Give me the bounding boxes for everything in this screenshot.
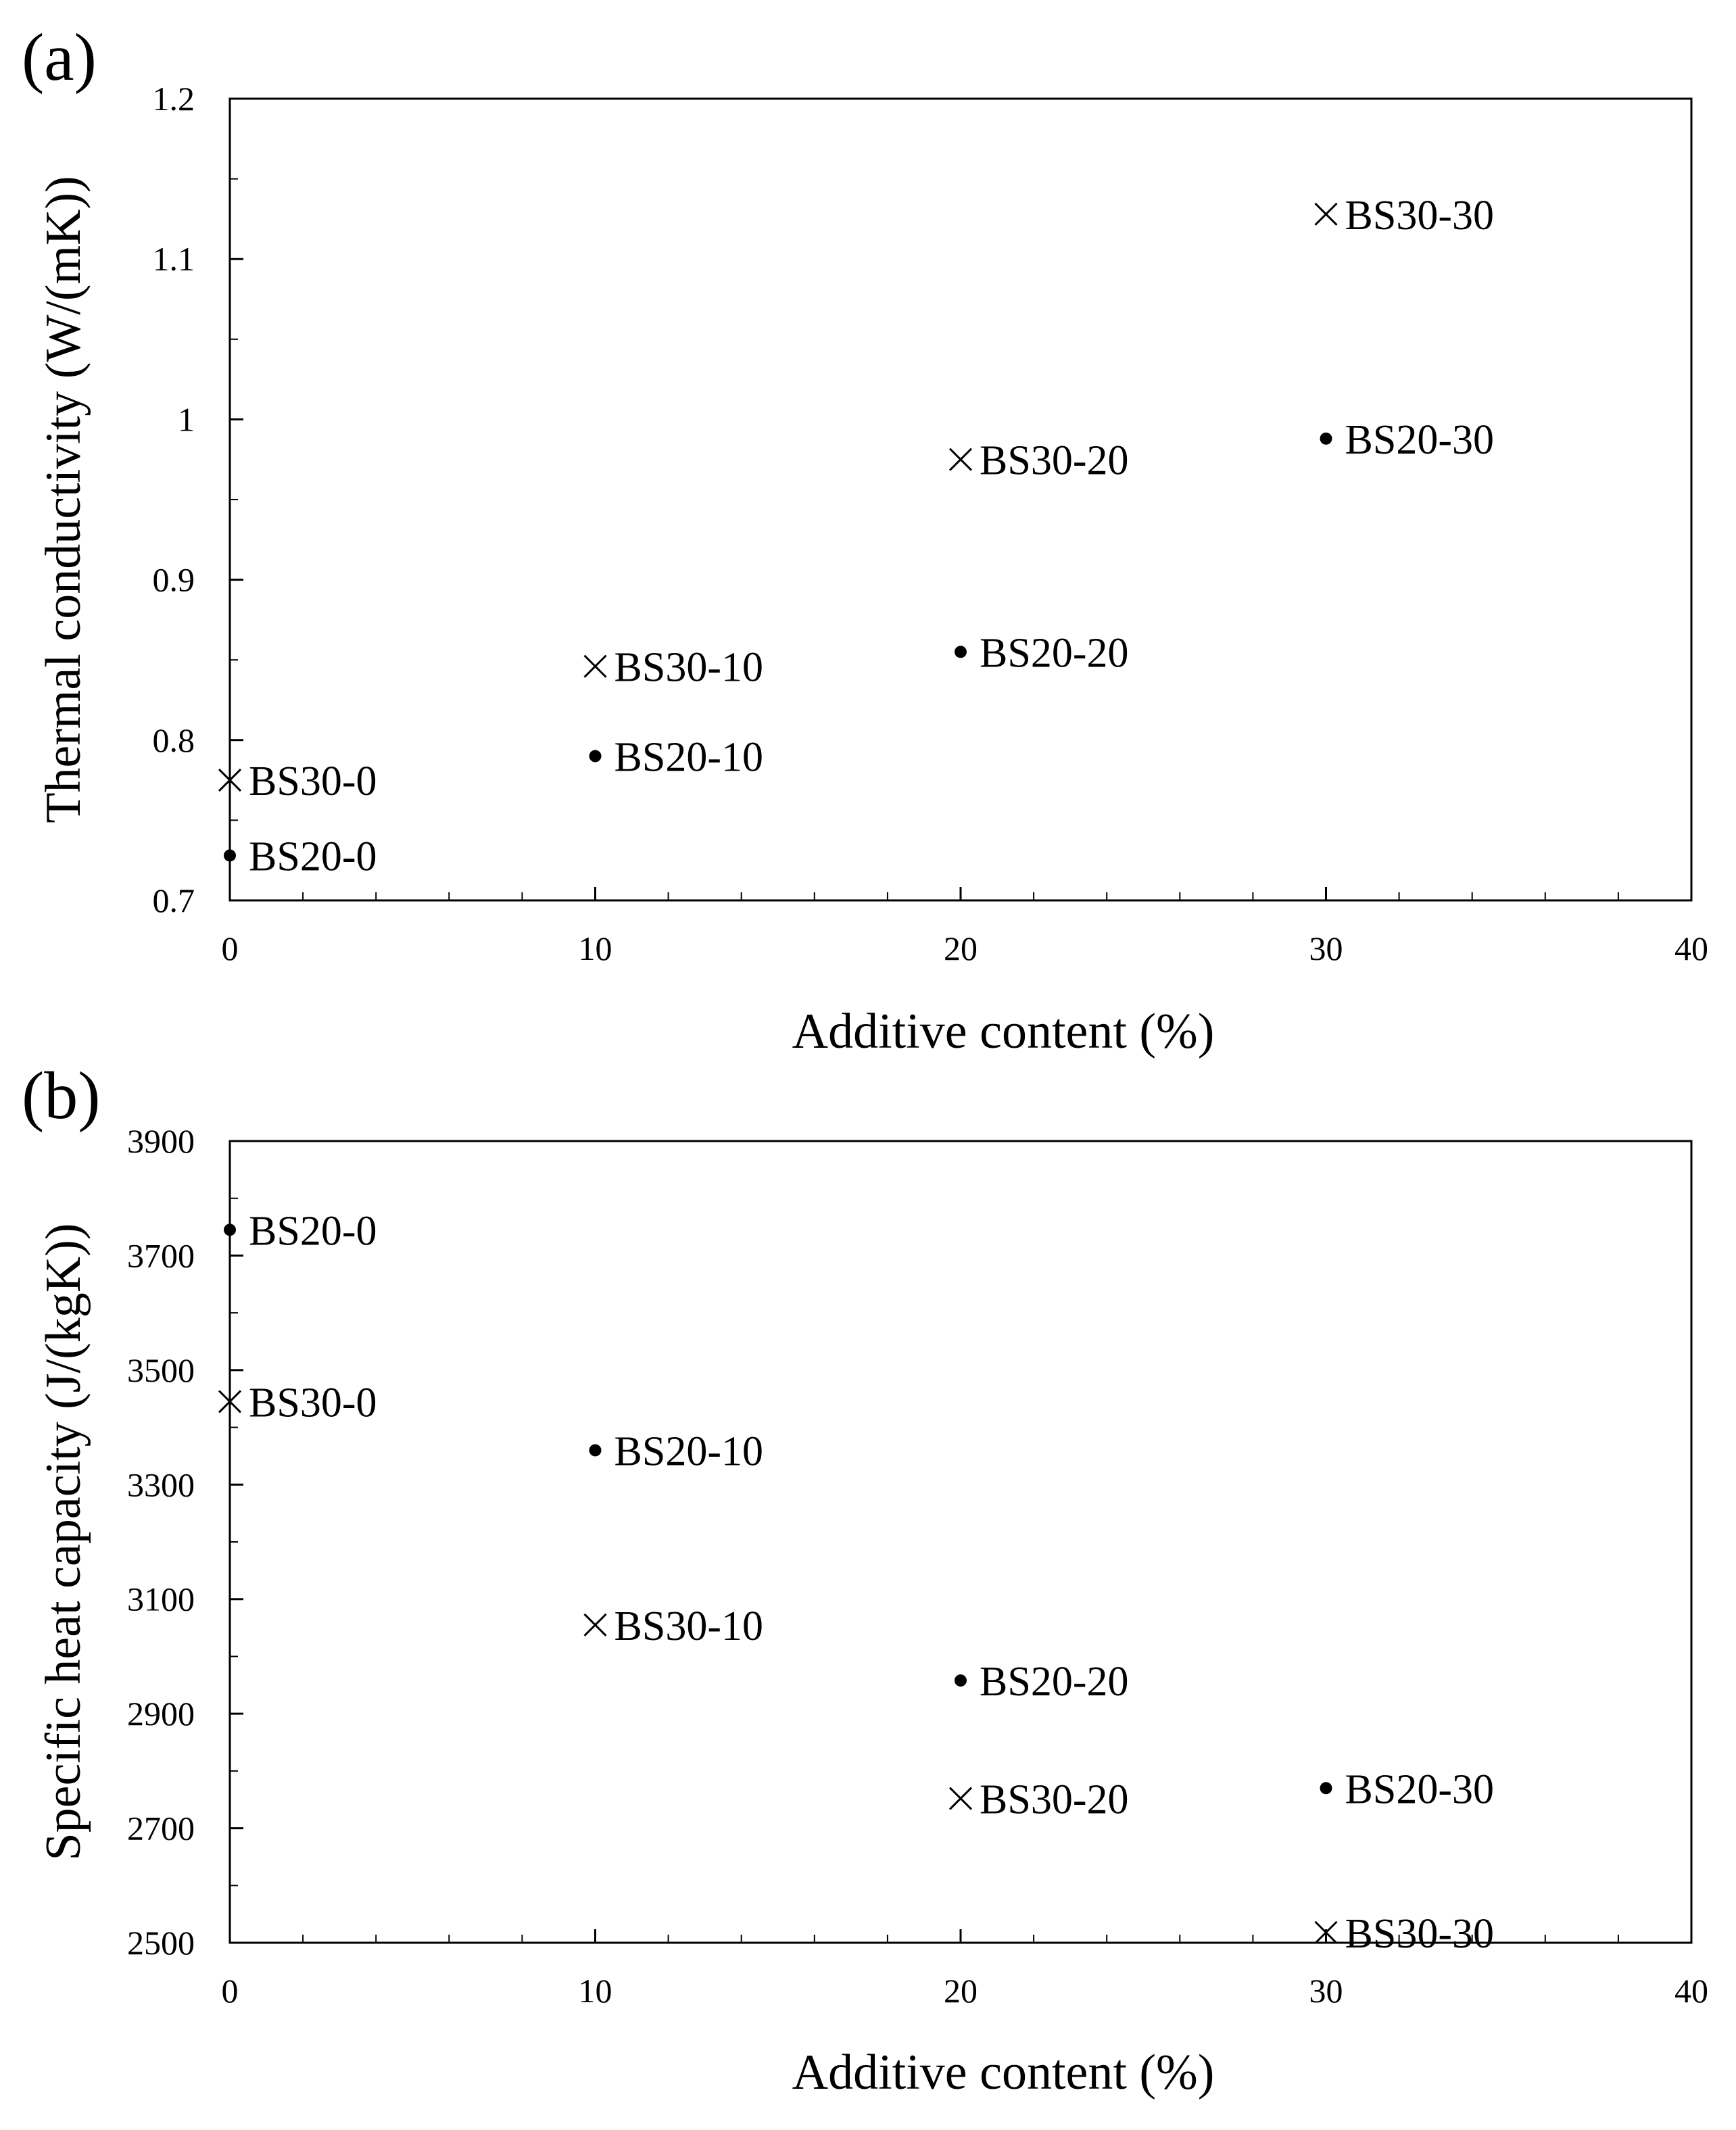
x-tick-label: 20	[944, 929, 978, 967]
point-label: BS20-0	[249, 833, 377, 880]
dot-marker	[955, 1674, 967, 1687]
point-label: BS30-20	[980, 1776, 1129, 1823]
y-ticks-b	[127, 1122, 243, 1962]
dot-marker	[1320, 433, 1332, 445]
data-points-b	[219, 1208, 1494, 1956]
point-label: BS20-30	[1345, 1766, 1494, 1813]
point-label: BS30-30	[1345, 1910, 1494, 1957]
point-label: BS20-10	[614, 1428, 763, 1475]
y-tick-label: 2700	[127, 1809, 195, 1847]
dot-marker	[1320, 1782, 1332, 1794]
point-label: BS30-0	[249, 758, 377, 805]
y-tick-label: 1.1	[152, 240, 195, 279]
point-label: BS30-0	[249, 1380, 377, 1426]
point-label: BS20-30	[1345, 416, 1494, 463]
y-tick-label: 3300	[127, 1466, 195, 1504]
point-label: BS20-0	[249, 1208, 377, 1255]
y-tick-label: 0.8	[152, 721, 195, 759]
x-tick-label: 10	[578, 929, 612, 967]
dot-marker	[589, 750, 602, 763]
cross-marker	[585, 1614, 606, 1636]
point-label: BS20-10	[614, 734, 763, 781]
x-axis-title-b: Additive content (%)	[792, 2045, 1215, 2100]
cross-marker	[950, 1788, 971, 1810]
dot-marker	[224, 850, 236, 862]
x-tick-label: 40	[1674, 1972, 1708, 2010]
x-tick-label: 30	[1309, 929, 1343, 967]
y-tick-label: 3100	[127, 1580, 195, 1618]
y-tick-label: 0.9	[152, 560, 195, 599]
x-tick-label: 30	[1309, 1972, 1343, 2010]
y-tick-label: 1	[178, 400, 195, 439]
chart-panel-a	[22, 20, 1708, 1059]
y-axis-title-b: Specific heat capacity (J/(kgK))	[36, 1223, 91, 1861]
panel-label-a: (a)	[22, 20, 97, 95]
y-tick-label: 0.7	[152, 881, 195, 919]
plot-area-b	[230, 1141, 1691, 1943]
x-axis-title-a: Additive content (%)	[792, 1004, 1215, 1059]
chart-panel-b	[22, 1058, 1708, 2100]
x-ticks-a	[222, 887, 1709, 967]
x-tick-label: 0	[221, 929, 239, 967]
point-label: BS20-20	[980, 630, 1129, 677]
y-tick-label: 2900	[127, 1695, 195, 1733]
cross-marker	[585, 656, 606, 677]
data-points-a	[219, 193, 1494, 880]
cross-marker	[950, 449, 971, 470]
point-label: BS20-20	[980, 1659, 1129, 1705]
y-tick-label: 1.2	[152, 80, 195, 118]
y-tick-label: 2500	[127, 1924, 195, 1962]
point-label: BS30-10	[614, 644, 763, 691]
dot-marker	[955, 646, 967, 658]
cross-marker	[1316, 203, 1337, 225]
x-tick-label: 0	[221, 1972, 239, 2010]
y-tick-label: 3500	[127, 1351, 195, 1389]
point-label: BS30-20	[980, 437, 1129, 484]
point-label: BS30-30	[1345, 192, 1494, 239]
x-tick-label: 10	[578, 1972, 612, 2010]
dot-marker	[589, 1444, 602, 1456]
panel-label-b: (b)	[22, 1058, 101, 1133]
y-axis-title-a: Thermal conductivity (W/(mK))	[36, 176, 91, 823]
y-tick-label: 3900	[127, 1122, 195, 1160]
dot-marker	[224, 1224, 236, 1236]
x-tick-label: 20	[944, 1972, 978, 2010]
y-tick-label: 3700	[127, 1236, 195, 1275]
x-tick-label: 40	[1674, 929, 1708, 967]
point-label: BS30-10	[614, 1603, 763, 1649]
